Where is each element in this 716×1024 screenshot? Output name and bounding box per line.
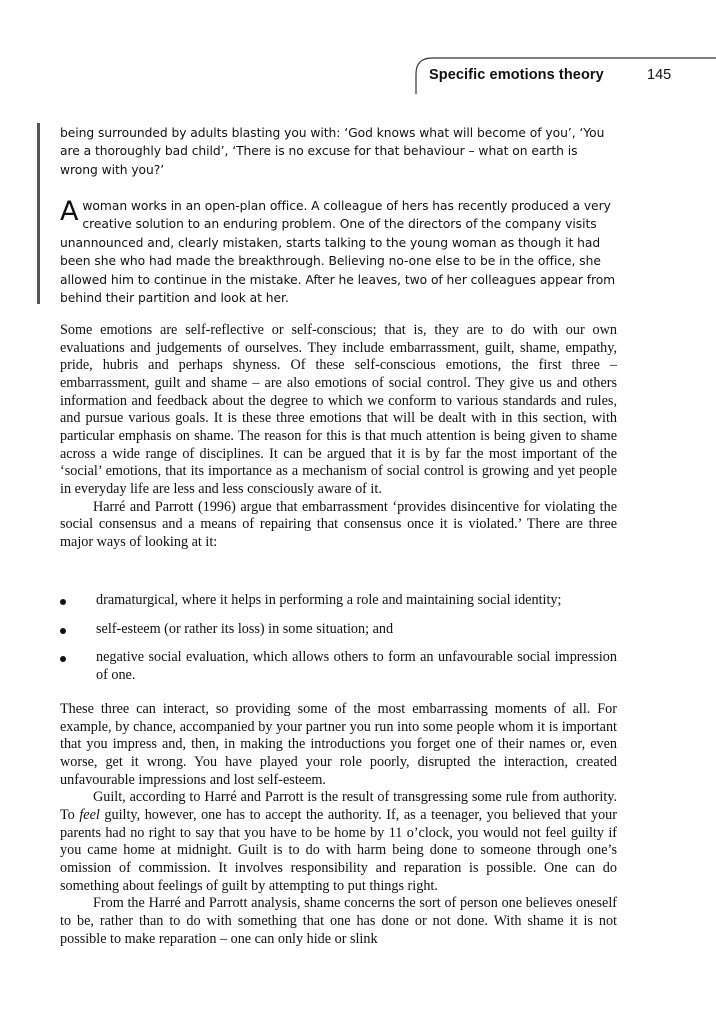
drop-cap: A	[60, 196, 79, 227]
bullet-icon	[60, 628, 66, 634]
running-header	[412, 56, 716, 96]
box-left-rule	[37, 123, 40, 304]
list-item-text: self-esteem (or rather its loss) in some situation; and	[96, 620, 394, 637]
bullet-icon	[60, 656, 66, 662]
text-run: guilty, however, one has to accept the authority. If, as a teenager, you believed that your parents had no right to say that you have to be home by 11 o’clock, you would not feel guilty if you came home at midnight. Guilt is to do with harm being done to someone through one’s omission of commission. It involves responsibility and reparation is possible. One can do something about feelings of guilt by attempting to put things right.	[60, 806, 617, 894]
paragraph	[60, 789, 617, 895]
emphasis: feel	[79, 806, 100, 823]
bullet-list	[60, 592, 617, 696]
paragraph: Harré and Parrott (1996) argue that embarrassment ‘provides disincentive for violating the social consensus and a means of repairing that consensus once it is violated.’ There are three major ways of looking at it:	[60, 498, 617, 550]
list-item-text: negative social evaluation, which allows others to form an unfavourable social impression of one.	[96, 649, 617, 683]
paragraph: Some emotions are self-reflective or self-conscious; that is, they are to do with our own evaluations and judgements of ourselves. They include embarrassment, guilt, shame, empathy, pride, hubris and perhaps shyness. Of these self-conscious emotions, the first three – embarrassment, guilt and shame – are also emotions of social control. They give us and others information and feedback about the degree to which we conform to various standards and rules, and pursue various goals. It is these three emotions that will be dealt with in this section, with particular emphasis on shame. The reason for this is that much attention is being given to shame across a wide range of disciplines. It can be argued that it is by far the most important of the ‘social’ emotions, that its importance as a mechanism of social control is growing and yet people in everyday life are less and less consciously aware of it.	[60, 322, 617, 497]
list-item	[60, 621, 617, 639]
bullet-icon	[60, 599, 66, 605]
chapter-title: Specific emotions theory	[429, 67, 604, 83]
list-item-text: dramaturgical, where it helps in performing a role and maintaining social identity;	[96, 592, 562, 608]
list-item	[60, 592, 617, 610]
list-item	[60, 649, 617, 684]
body-section-1	[60, 322, 617, 552]
text-run: Guilt, according to Harré and Parrott is the result of transgressing some rule from authority. To	[60, 789, 617, 823]
paragraph: These three can interact, so providing some of the most embarrassing moments of all. For example, by chance, accompanied by your partner you run into some people whom it is important that you impress and, then, in making the introductions you forget one of their names or, even worse, get it wrong. You have played your role poorly, disrupted the interaction, created unfavourable impressions and lost self-esteem.	[60, 701, 617, 788]
body-section-2	[60, 701, 617, 948]
box-quote: being surrounded by adults blasting you with: ‘God knows what will become of you’, ‘You are a thoroughly bad child’, ‘There is no excuse for that behaviour – what on earth is wrong with you?’	[60, 126, 605, 177]
box-example	[60, 197, 616, 307]
page-number: 145	[647, 67, 672, 83]
paragraph: From the Harré and Parrott analysis, shame concerns the sort of person one believes oneself to be, rather than to do with something that one has done or not done. With shame it is not possible to make reparation – one can only hide or slink	[60, 895, 617, 947]
box-example-text: woman works in an open-plan office. A colleague of hers has recently produced a very creative solution to an enduring problem. One of the directors of the company visits unannounced and, clearly mistaken, starts talking to the young woman as though it had been she who had made the breakthrough. Believing no-one else to be in the office, she allowed him to continue in the mistake. After he leaves, two of her colleagues appear from behind their partition and look at her.	[60, 199, 616, 306]
